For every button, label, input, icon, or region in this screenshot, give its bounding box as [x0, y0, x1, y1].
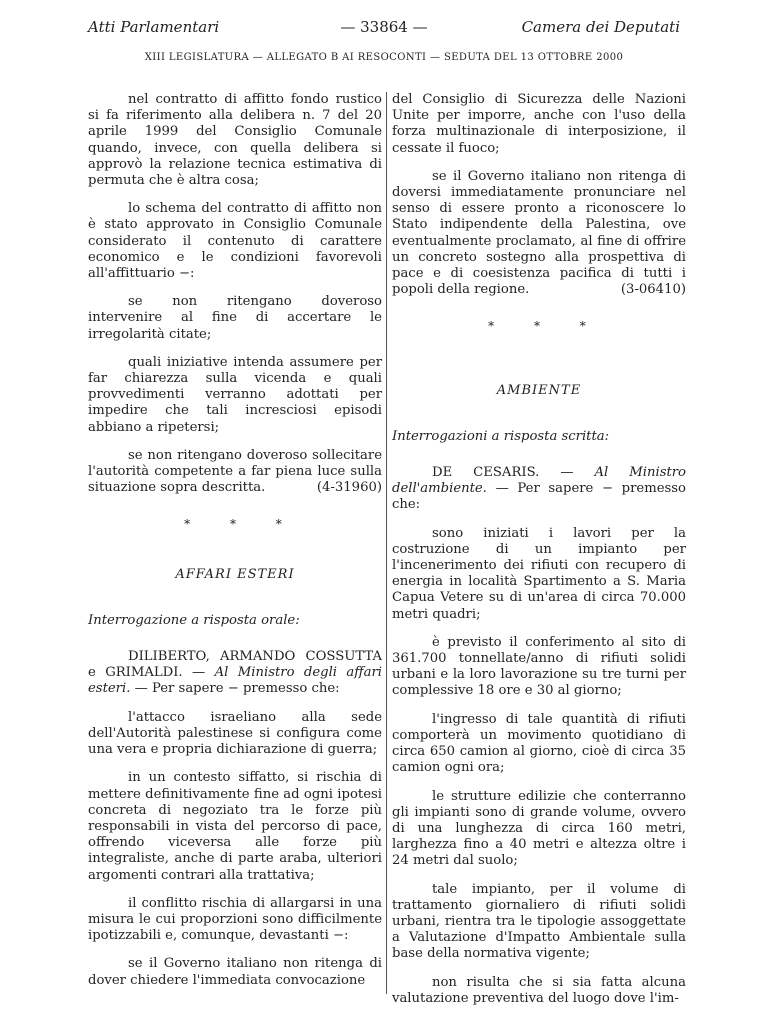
paragraph: se il Governo italiano non ritenga di dover chiedere l'immediata convocazione: [88, 956, 382, 988]
left-column: [88, 92, 382, 1001]
page-number: — 33864 —: [340, 18, 428, 36]
header-left: Atti Parlamentari: [88, 18, 220, 36]
paragraph: lo schema del contratto di affitto non è stato approvato in Consiglio Comunale considerato il contenuto di carattere economico e le condizioni favorevoli all'affittuario −:: [88, 201, 382, 282]
question-heading: [392, 465, 686, 514]
separator-stars: * * *: [488, 319, 604, 334]
paragraph: quali iniziative intenda assumere per far chiarezza sulla vicenda e quali provvedimenti verranno adottati per impedire che tali incresciosi episodi abbiano a ripetersi;: [88, 354, 382, 435]
paragraph: non risulta che si sia fatta alcuna valutazione preventiva del luogo dove l'im-: [392, 974, 686, 1006]
subsection-title: Interrogazioni a risposta scritta:: [392, 428, 610, 444]
reference-number: (4-31960): [316, 480, 382, 496]
paragraph: [88, 448, 382, 497]
paragraph: [392, 169, 686, 299]
addressee: — Al Ministro dell'ambiente.: [392, 465, 687, 497]
intro: — Per sapere − premesso che:: [134, 681, 340, 697]
addressee: — Al Ministro degli affari esteri.: [88, 665, 383, 697]
paragraph: del Consiglio di Sicurezza delle Nazioni Unite per imporre, anche con l'uso della forza multinazionale di interposizione, il cessate il fuoco;: [392, 92, 686, 156]
reference-number: (3-06410): [620, 282, 686, 298]
separator-stars: * * *: [184, 517, 300, 532]
paragraph: l'attacco israeliano alla sede dell'Autorità palestinese si configura come una vera e propria dichiarazione di guerra;: [88, 709, 382, 758]
section-title: AFFARI ESTERI: [175, 566, 295, 582]
question-heading: [88, 649, 382, 698]
paragraph: l'ingresso di tale quantità di rifiuti comporterà un movimento quotidiano di circa 650 camion al giorno, cioè di circa 35 camion ogni ora;: [392, 711, 686, 776]
paragraph: tale impianto, per il volume di trattamento giornaliero di rifiuti solidi urbani, rientra tra le tipologie assoggettate a Valutazione d'Impatto Ambientale sulla base della normativa vigente;: [392, 881, 686, 962]
authors: DILIBERTO, ARMANDO COSSUTTA e GRIMALDI.: [88, 649, 382, 681]
subsection-title: Interrogazione a risposta orale:: [88, 612, 300, 628]
paragraph: le strutture edilizie che conterranno gli impianti sono di grande volume, ovvero di una lunghezza di circa 160 metri, larghezza fino a 40 metri e altezza oltre i 24 metri dal suolo;: [392, 788, 686, 869]
header-right: Camera dei Deputati: [521, 18, 680, 36]
paragraph: è previsto il conferimento al sito di 361.700 tonnellate/anno di rifiuti solidi urbani e la loro lavorazione su tre turni per complessive 18 ore e 30 al giorno;: [392, 634, 686, 699]
paragraph: in un contesto siffatto, si rischia di mettere definitivamente fine ad ogni ipotesi concreta di negoziato tra le forze più responsabili in vista del percorso di pace, offrendo viceversa alle forze più integraliste, anche di parte araba, ulteriori argomenti contrari alla trattativa;: [88, 770, 382, 883]
paragraph: nel contratto di affitto fondo rustico si fa riferimento alla delibera n. 7 del 20 aprile 1999 del Consiglio Comunale quando, invece, con quella delibera si approvò la relazione tecnica estimativa di permuta che è altra cosa;: [88, 92, 382, 189]
paragraph-text: se non ritengano doveroso sollecitare l'autorità competente a far piena luce sulla situazione sopra descritta.: [88, 447, 382, 496]
paragraph: il conflitto rischia di allargarsi in una misura le cui proporzioni sono difficilmente ipotizzabili e, comunque, devastanti −:: [88, 895, 382, 944]
authors: DE CESARIS.: [432, 465, 540, 481]
section-title: AMBIENTE: [496, 382, 582, 398]
column-divider: [386, 92, 387, 994]
paragraph-text: se il Governo italiano non ritenga di doversi immediatamente pronunciare nel senso di essere pronto a riconoscere lo Stato indipendente della Palestina, ove eventualmente proclamato, al fine di offrire un concreto sostegno alla prospettiva di pace e di coesistenza pacifica di tutti i popoli della regione.: [392, 168, 686, 298]
right-column: [392, 92, 686, 1019]
subheader: XIII LEGISLATURA — ALLEGATO B AI RESOCONTI — SEDUTA DEL 13 OTTOBRE 2000: [144, 52, 624, 63]
paragraph: sono iniziati i lavori per la costruzione di un impianto per l'incenerimento dei rifiuti con recupero di energia in località Spartimento a S. Maria Capua Vetere su di un'area di circa 70.000 metri quadri;: [392, 525, 686, 622]
intro: — Per sapere − premesso che:: [392, 481, 686, 513]
page-header: [88, 18, 680, 42]
paragraph: se non ritengano doveroso intervenire al fine di accertare le irregolarità citate;: [88, 294, 382, 342]
